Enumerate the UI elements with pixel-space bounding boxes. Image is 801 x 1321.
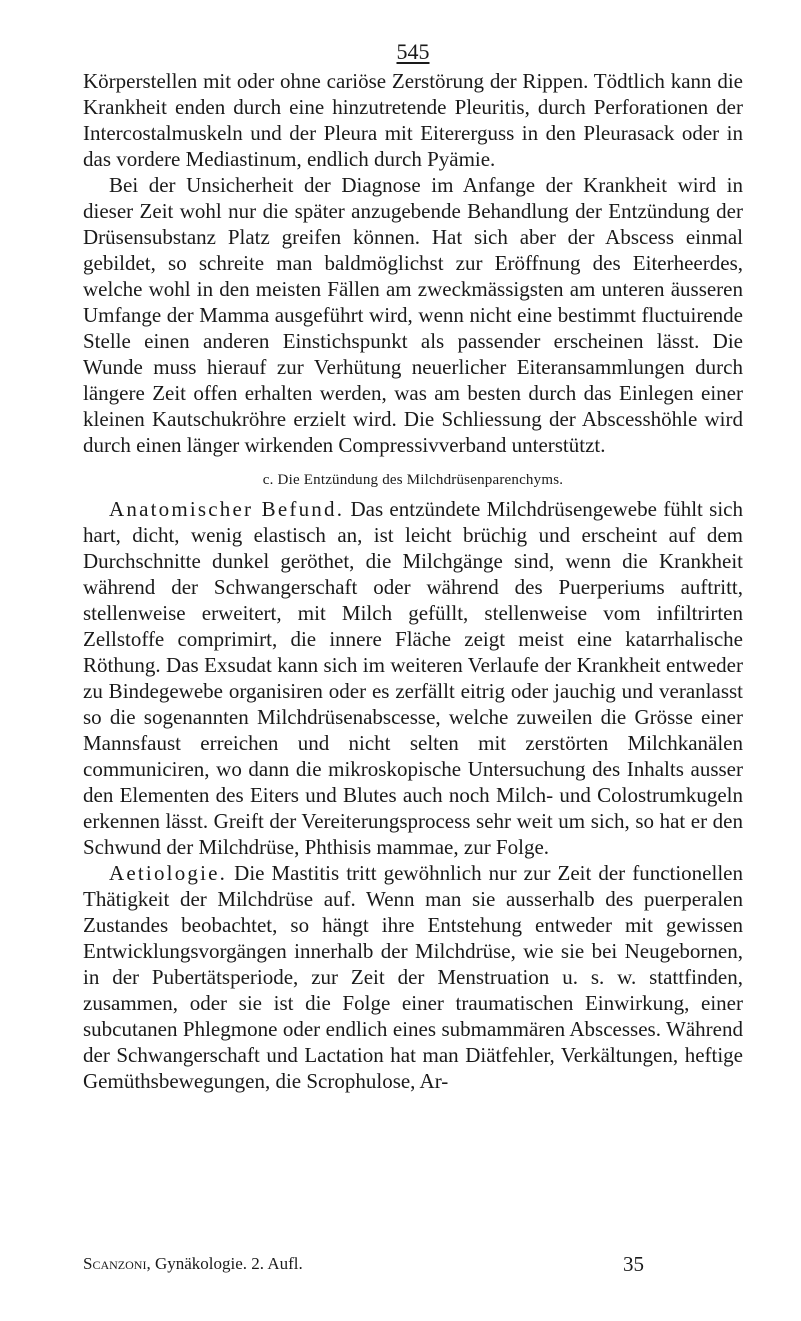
footer-work-title: Gynäkologie. 2. Aufl. [150, 1254, 303, 1273]
paragraph-anatomical-findings [83, 496, 743, 860]
paragraph-lead-anatomical: Anatomischer Befund. [109, 497, 345, 521]
section-subheading: c. Die Entzündung des Milchdrüsenparenchyms. [262, 472, 564, 488]
body-text [83, 68, 743, 1094]
paragraph-body-aetiology: Die Mastitis tritt gewöhnlich nur zur Zeit der functionellen Thätigkeit der Milchdrüse auf. Wenn man sie ausserhalb des puerperalen Zustandes beobachtet, so hängt ihre Entstehung entweder mit gewissen Entwicklungsvorgängen innerhalb der Milchdrüse, wie sie bei Neugebornen, in der Pubertätsperiode, zur Zeit der Menstruation u. s. w. stattfinden, zusammen, oder sie ist die Folge einer traumatischen Einwirkung, einer subcutanen Phlegmone oder endlich eines submammären Abscesses. Während der Schwangerschaft und Lactation hat man Diätfehler, Verkältungen, heftige Gemüthsbewegungen, die Scrophulose, Ar- [83, 861, 743, 1093]
paragraph-body-anatomical: Das entzündete Milchdrüsengewebe fühlt sich hart, dicht, wenig elastisch an, ist leicht brüchig und erscheint auf dem Durchschnitte dunkel geröthet, die Milchgänge sind, wenn die Krankheit während der Schwangerschaft oder während des Puerperiums auftritt, stellenweise erweitert, mit Milch gefüllt, stellenweise vom infiltrirten Zellstoffe comprimirt, die innere Fläche zeigt meist eine katarrhalische Röthung. Das Exsudat kann sich im weiteren Verlaufe der Krankheit entweder zu Bindegewebe organisiren oder es zerfällt eitrig oder jauchig und veranlasst so die sogenannten Milchdrüsenabscesse, welche zuweilen die Grösse einer Mannsfaust erreichen und nicht selten mit zerstörten Milchkanälen communiciren, wo dann die mikroskopische Untersuchung des Inhalts ausser den Elementen des Eiters und Blutes auch noch Milch- und Colostrumkugeln erkennen lässt. Greift der Vereiterungsprocess sehr weit um sich, so hat er den Schwund der Milchdrüse, Phthisis mammae, zur Folge. [83, 497, 743, 859]
paragraph-lead-aetiology: Aetiologie. [109, 861, 228, 885]
page-number: 545 [396, 39, 430, 64]
paragraph-aetiology [83, 860, 743, 1094]
footer-author: Scanzoni, [83, 1254, 151, 1273]
paragraph-treatment: Bei der Unsicherheit der Diagnose im Anfange der Krankheit wird in dieser Zeit wohl nur die später anzugebende Behandlung der Entzündung der Drüsensubstanz Platz greifen können. Hat sich aber der Abscess einmal gebildet, so schreite man baldmöglichst zur Eröffnung des Eiterheerdes, welche wohl in den meisten Fällen am zweckmässigsten am unteren äusseren Umfange der Mamma ausgeführt wird, wenn nicht eine bestimmt fluctuirende Stelle einen anderen Einstichspunkt als passender erscheinen lässt. Die Wunde muss hierauf zur Verhütung neuerlicher Eiteransammlungen durch längere Zeit offen erhalten werden, was am besten durch das Einlegen einer kleinen Kautschukröhre erzielt wird. Die Schliessung der Abscesshöhle wird durch einen länger wirkenden Compressivverband unterstützt. [83, 173, 743, 457]
paragraph-continuation: Körperstellen mit oder ohne cariöse Zerstörung der Rippen. Tödtlich kann die Krankheit enden durch eine hinzutretende Pleuritis, durch Perforationen der Intercostalmuskeln und der Pleura mit Eitererguss in den Pleurasack oder in das vordere Mediastinum, endlich durch Pyämie. [83, 69, 743, 171]
footer-signature-mark: 35 [623, 1252, 644, 1276]
page-footer [83, 1253, 743, 1275]
